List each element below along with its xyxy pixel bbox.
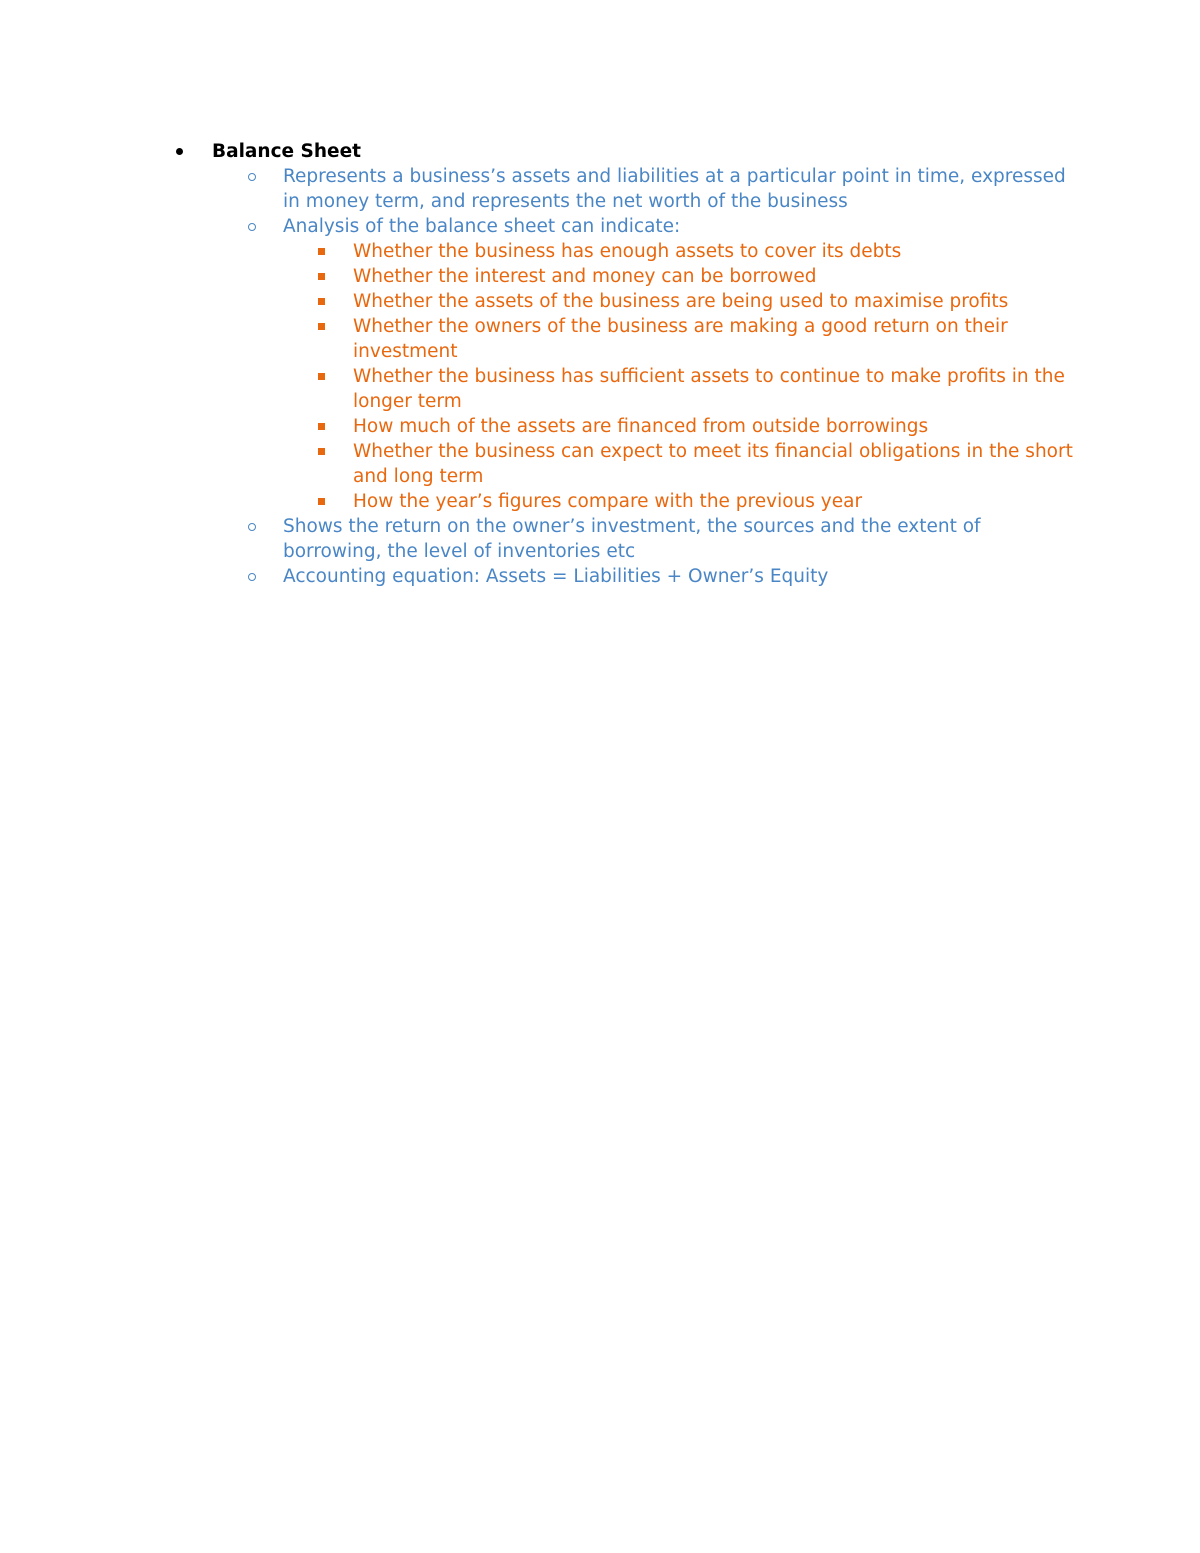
outline-item [0,164,1073,214]
outline-item-text: Shows the return on the owner’s investment, the sources and the extent of borrowing, the level of inventories etc [283,516,981,562]
outline-subitem-text: Whether the owners of the business are making a good return on their investment [353,316,1008,362]
outline-item-text: Analysis of the balance sheet can indicate: [283,216,681,237]
square-bullet-icon [318,489,325,514]
outline-item [0,514,1073,564]
square-bullet-icon [318,264,325,289]
hollow-bullet-icon [248,564,256,589]
outline-subitem-text: Whether the assets of the business are being used to maximise profits [353,291,1009,312]
outline-subitem [0,414,1073,439]
outline-subitem-text: How much of the assets are financed from outside borrowings [353,416,929,437]
square-bullet-icon [318,439,325,464]
outline-item [0,564,1073,589]
square-bullet-icon [318,239,325,264]
outline-subitem [0,489,1073,514]
outline-item-text: Represents a business’s assets and liabilities at a particular point in time, expressed in money term, and represents the net worth of the business [283,166,1066,212]
outline-item [0,214,1073,239]
outline-heading-item [0,139,1072,164]
hollow-bullet-icon [248,514,256,539]
section-heading: Balance Sheet [212,141,361,162]
bullet-outline [0,139,1200,589]
square-bullet-icon [318,289,325,314]
outline-subitem-text: Whether the business can expect to meet its financial obligations in the short and long term [353,441,1073,487]
square-bullet-icon [318,414,325,439]
outline-subitem-text: Whether the business has sufficient assets to continue to make profits in the longer term [353,366,1065,412]
outline-subitem-text: How the year’s figures compare with the previous year [353,491,863,512]
outline-subitem [0,239,1073,264]
outline-item-text: Accounting equation: Assets = Liabilities + Owner’s Equity [283,566,829,587]
outline-subitem-text: Whether the interest and money can be borrowed [353,266,817,287]
square-bullet-icon [318,314,325,339]
square-bullet-icon [318,364,325,389]
outline-subitem [0,289,1073,314]
outline-subitem [0,314,1073,364]
hollow-bullet-icon [248,164,256,189]
outline-subitem [0,364,1073,414]
hollow-bullet-icon [248,214,256,239]
outline-subitem [0,264,1073,289]
outline-subitem-text: Whether the business has enough assets to cover its debts [353,241,902,262]
filled-bullet-icon [176,139,183,164]
outline-subitem [0,439,1073,489]
